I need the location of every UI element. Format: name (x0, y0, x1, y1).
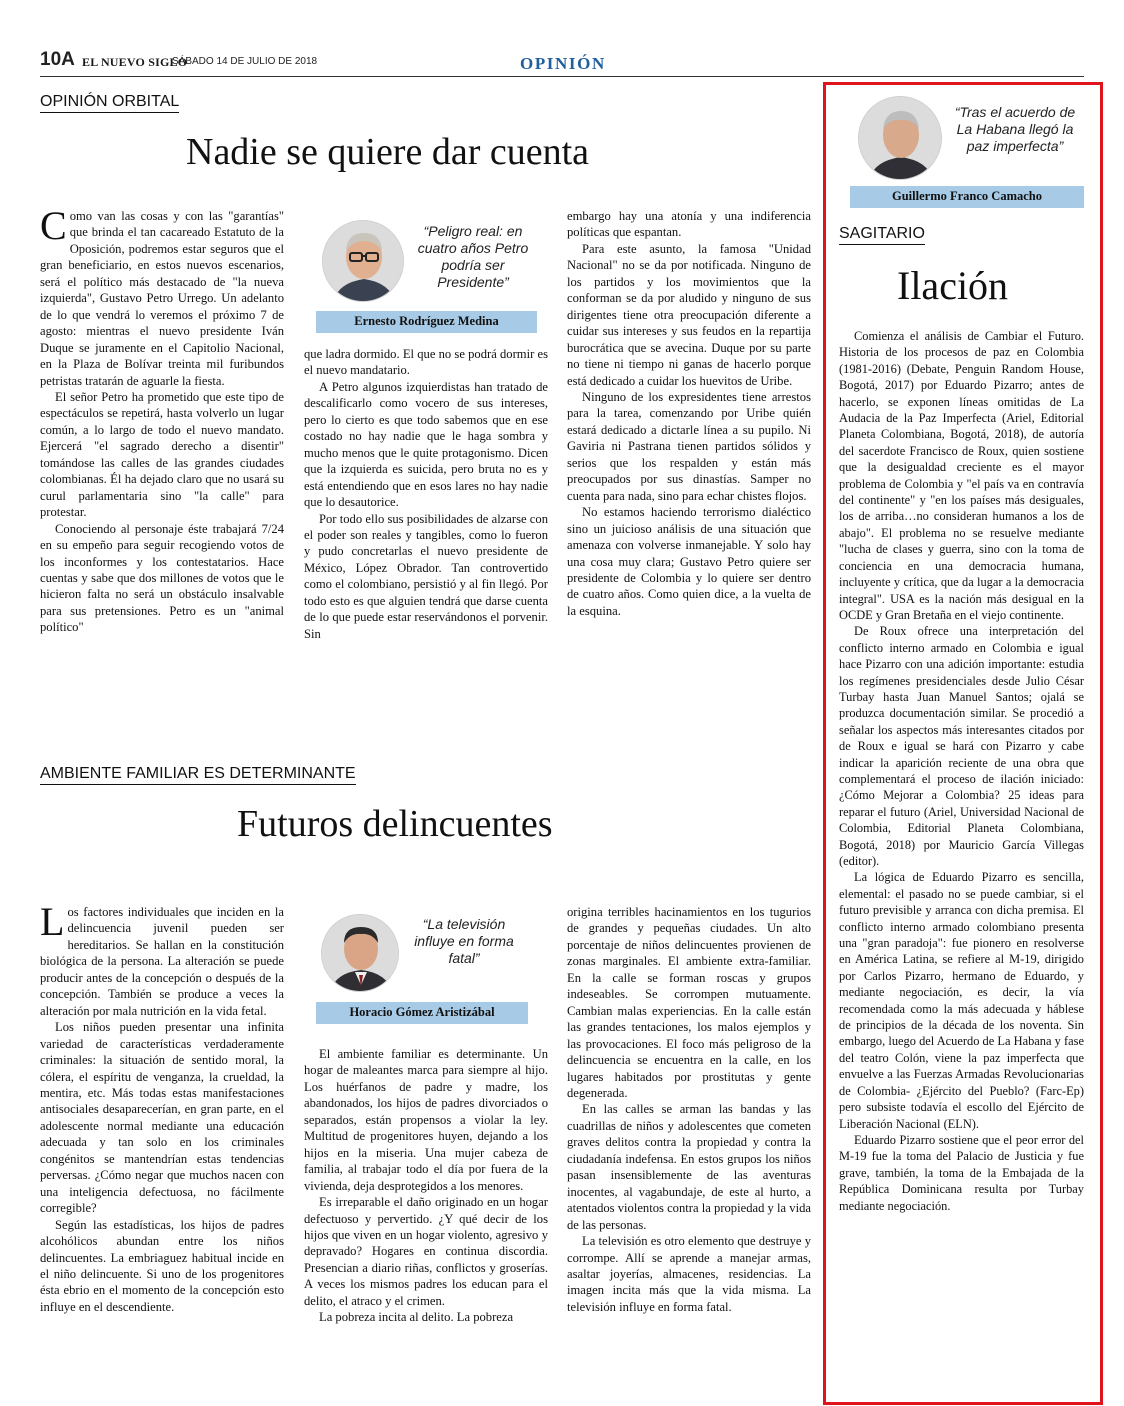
article1-column-2 (304, 346, 548, 642)
article1-pullquote (316, 218, 537, 336)
author-name: Guillermo Franco Camacho (850, 186, 1084, 208)
article2-pullquote (316, 912, 528, 1025)
paragraph: En las calles se arman las bandas y las cuadrillas de niños y adolescentes que cometen graves delitos contra la propiedad y contra la ciudadanía indefensa. En estos grupos los niños pasan insensiblemente de las aventuras inocentes, al vagabundaje, de este al hurto, a atentados violentos contra la propiedad y la vida de las personas. (567, 1102, 811, 1232)
author-photo (321, 914, 399, 992)
sidebar-pullquote (850, 94, 1085, 209)
paragraph: Para este asunto, la famosa "Unidad Nacional" no se da por notificada. Ninguno de los partidos y los movimientos que la conforman se da por aludido y ninguno de sus dirigentes tiene otra preocupación diferente a cuidar sus intereses y sus feudos en la repartija burocrática que se avecina. Duque por su parte no tiene ni tiempo ni ganas de hacerlo porque está dedicado a cuidar los huevitos de Uribe. (567, 241, 811, 388)
paragraph: Comienza el análisis de Cambiar el Futuro. Historia de los procesos de paz en Colombia (1981-2016) (Debate, Penguin Random House, Bogotá, 2017) por Eduardo Pizarro; antes de hacerlo, se exponen líneas omitidas de La Audacia de la Paz Imperfecta (Ariel, Editorial Planeta Colombiana, Bogotá, 2018), de autoría del sacerdote Francisco de Roux, quien sostiene que la desigualdad creciente es el mayor problema de Colombia y "el país va en contravía del continente" y "en los países más desiguales, los de arriba…no consideran humanos a los de abajo". El problema no se resuelve mediante "lucha de clases y guerra, sino con la toma de conciencia en una democracia humana, incluyente y crítica, que da lugar a la democracia integral". USA es la nación más desigual en la OCDE y Gran Bretaña en el viejo continente. (839, 329, 1084, 622)
section-title: OPINIÓN (520, 54, 606, 73)
article2-column-1 (40, 899, 284, 1315)
paragraph: que ladra dormido. El que no se podrá dormir es el nuevo mandatario. (304, 347, 548, 378)
pullquote-text: “La televisión influye en forma fatal” (414, 916, 514, 966)
paragraph: Es irreparable el daño originado en un hogar defectuoso y pervertido. ¿Y qué decir de los hijos que viven en un hogar violento, agresivo y depravado? Hogares en continua discordia. Presencian a diario riñas, conflictos y groserías. A veces los mismos padres los educan para el delito, el atraco y el crimen. (304, 1195, 548, 1308)
article2-column-2 (304, 1046, 548, 1326)
paragraph: La lógica de Eduardo Pizarro es sencilla, elemental: el pasado no se puede cambiar, si el futuro previsible y arranca con dicha premisa. El conflicto interno armado colombiano presenta una "gran paradoja": fue pionero en resolverse en América Latina, se refiere al M-19, dirigido por Carlos Pizarro, hermano de Eduardo, y mediante negociación, es decir, la vía recomendada como la más adecuada y háblese de principios de la década de los noventa. Sin embargo, luego del Acuerdo de La Habana y fase del teatro Colón, viene la paz imperfecta que envuelve a las Fuerzas Armadas Revolucionarias de Colombia- ¿Ejército del Pueblo? (Farc-Ep) pero subsiste todavía el escollo del Ejército de Liberación Nacional (ELN). (839, 870, 1084, 1131)
sidebar-body (839, 328, 1084, 1214)
article2-headline: Futuros delincuentes (237, 803, 553, 845)
paragraph: De Roux ofrece una interpretación del conflicto interno armado en Colombia e igual hace Pizarro con una adición importante: estudia los regímenes presidenciales desde Julio César Turbay hasta Juan Manuel Santos; ojalá se produzca documentación similar. Se procedió a señalar los aspectos más interesantes citados por de Roux e igual se hará con Pizarro y cabe indicar la aparición reciente de una obra que complementará el proceso de ilación iniciado: ¿Cómo Mejorar a Colombia? 25 ideas para reparar el futuro (Ariel, Universidad Nacional de Colombia, Editorial Planeta Colombiana, Bogotá, 2018) por Mauricio García Villegas (editor). (839, 624, 1084, 868)
sidebar-kicker: SAGITARIO (839, 225, 925, 245)
paragraph: Eduardo Pizarro sostiene que el peor error del M-19 fue la toma del Palacio de Justicia y fue grave, también, la toma de la Embajada de la República Dominicana resulta por Turbay mediante negociación. (839, 1132, 1084, 1213)
paragraph: A Petro algunos izquierdistas han tratado de descalificarlo como vocero de sus intereses, pero lo cierto es que todo sabemos que en ese costado no hay nadie que le haga sombra y mucho menos que le quite protagonismo. Dicen que la izquierda es suicida, pero bruta no es y está entendiendo que en esos lares no hay nadie que lo desautorice. (304, 379, 548, 510)
page-number: 10A (40, 49, 75, 70)
article2-column-3 (567, 904, 811, 1315)
paragraph: La pobreza incita al delito. La pobreza (319, 1310, 514, 1325)
paragraph: Conociendo al personaje éste trabajará 7/24 en su empeño para seguir recogiendo votos de los inconformes y los contestatarios. Hace cuentas y sabe que dos millones de votos que le hicieron falta no será un obstáculo insalvable para sus pretensiones. Petro es un "animal político" (40, 521, 284, 635)
paragraph: Ninguno de los expresidentes tiene arrestos para la tarea, comenzando por Uribe quién estará dedicado a dictarle línea a su pupilo. Ni Gaviria ni Pastrana tienen partidos sólidos y serios que los respalden y están más preocupados por sus dinastías. Samper no cuenta para nada, sino para echar chistes flojos. (567, 389, 811, 503)
paragraph: Por todo ello sus posibilidades de alzarse con el poder son reales y tangibles, como lo fueron y pudo concretarlas el nuevo presidente de México, López Obrador. Tan controvertido como el colombiano, persistió y al fin llegó. Por todo esto es que alguien tendrá que darse cuenta de lo que puede estar reservándonos el porvenir. Sin (304, 511, 548, 641)
sidebar-headline: Ilación (897, 263, 1009, 308)
masthead-rule (40, 76, 1084, 77)
paragraph: No estamos haciendo terrorismo dialéctico sino un juicioso análisis de una situación que amenaza con volverse inmanejable. Y solo hay una cosa muy clara; Gustavo Petro quiere ser presidente de Colombia y lo quiere ser dentro de cuatro años. Como quien dice, a la vuelta de la esquina. (567, 505, 811, 618)
author-photo (858, 96, 942, 180)
paragraph: Los niños pueden presentar una infinita variedad de características verdaderamente criminales: la situación de sentido moral, la cólera, el espíritu de venganza, la crueldad, la mentira, etc. Más todas estas manifestaciones antisociales desaparecerían, en gran parte, en el adolescente normal mediante una educación adecuada y tan solo en los criminales congénitos se mantendrían estas tendencias perversas. ¿Cómo negar que muchos nacen con una inteligencia defectuosa, no fácilmente corregible? (40, 1020, 284, 1216)
article1-headline: Nadie se quiere dar cuenta (186, 131, 590, 173)
article1-column-3 (567, 208, 811, 619)
article1-kicker: OPINIÓN ORBITAL (40, 93, 179, 113)
issue-date: SÁBADO 14 DE JULIO DE 2018 (172, 56, 318, 67)
author-photo (322, 220, 404, 302)
paragraph: origina terribles hacinamientos en los tugurios de grandes y pequeñas ciudades. Un alto porcentaje de niños delincuentes provienen de zonas marginales. El ambiente extra-familiar. En la calle se forman roscas y grupos indeseables. Se corrompen mutuamente. Cambian malas experiencias. En la calle están las grandes tentaciones, los malos ejemplos y las provocaciones. El foco más peligroso de la delincuencia se encuentra en la calle, en los lugares habitados por prostitutas y gente degenerada. (567, 905, 811, 1100)
article2-kicker: AMBIENTE FAMILIAR ES DETERMINANTE (40, 765, 356, 785)
drop-cap: L (40, 899, 65, 944)
paragraph: embargo hay una atonía y una indiferencia políticas que espantan. (567, 209, 811, 240)
pullquote-text: “Peligro real: en cuatro años Petro podría ser Presidente” (417, 223, 529, 290)
paper-name: EL NUEVO SIGLO (82, 55, 188, 69)
author-name: Horacio Gómez Aristizábal (316, 1002, 528, 1024)
author-name: Ernesto Rodríguez Medina (316, 311, 537, 333)
drop-cap: C (40, 203, 67, 248)
paragraph: El señor Petro ha prometido que este tipo de espectáculos se repetirá, hasta volverlo un lugar común, a lo largo de todo el nuevo mandato. Ejercerá "el sagrado derecho a disentir" tomándose las calles de las grandes ciudades colombianas. Él ha dejado claro que no usará su curul parlamentaria sino "la calle" para protestar. (40, 389, 284, 520)
article1-column-1 (40, 203, 284, 636)
paragraph: Los factores individuales que inciden en la delincuencia juvenil pueden ser hereditarios. Se hallan en la constitución biológica de la persona. La alteración se puede producir antes de la concepción o después de la concepción. También se produce a veces la alteración por mala nutrición en la vida fetal. (40, 899, 284, 1018)
paragraph: El ambiente familiar es determinante. Un hogar de maleantes marca para siempre al hijo. Los huérfanos de padre y madre, los abandonados, los hijos de padres divorciados o separados, están propensos a violar la ley. Multitud de progenitores huyen, dejando a los hijos en la miseria. Una mujer cabeza de familia, al trabajar todo el día por fuera de la vivienda, deja desprotegidos a los menores. (304, 1047, 548, 1193)
paragraph: Según las estadísticas, los hijos de padres alcohólicos abundan entre los niños delincuentes. La embriaguez habitual incide en el niño delincuente. Si uno de los progenitores ésta ebrio en el momento de la concepción esto influye en el descendiente. (40, 1217, 284, 1314)
pullquote-text: “Tras el acuerdo de La Habana llegó la paz imperfecta” (954, 104, 1076, 154)
paragraph: Como van las cosas y con las "garantías" que brinda el tan cacareado Estatuto de la Oposición, podremos estar seguros que el gran beneficiario, en estos nuevos escenarios, será el político más destacado de "la nueva izquierda", Gustavo Petro Urrego. Un adelanto de lo que vendrá lo veremos el próximo 7 de agosto: mientras el nuevo presidente Iván Duque se juramente en el Capitolio Nacional, en la Plaza de Bolívar treinta mil furibundos petristas tratarán de aguarle la fiesta. (40, 203, 284, 388)
paragraph: La televisión es otro elemento que destruye y corrompe. Allí se aprende a manejar armas, asaltar joyerías, almacenes, residencias. La imagen incita más que la vida misma. La televisión influye en forma fatal. (567, 1234, 811, 1314)
